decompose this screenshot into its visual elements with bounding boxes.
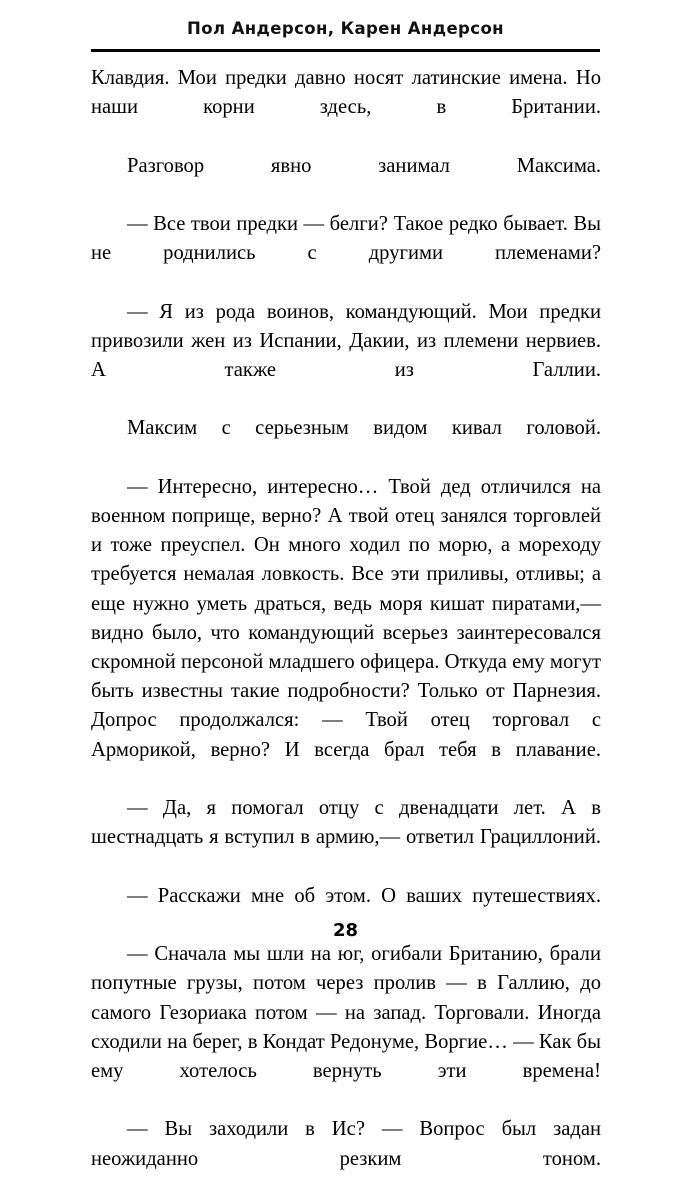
paragraph: — Интересно, интересно… Твой дед отличился на военном поприще, верно? А твой отец занялся торговлей и тоже преуспел. Он много ходил по морю, а мореходу требуется немалая ловкость. Все эти приливы, отливы; а еще нужно уметь драться, ведь моря кишат пиратами,— видно было, что командующий всерьез заинтересовался скромной персоной младшего офицера. Откуда ему могут быть известны такие подробности? Только от Парнезия. Допрос продолжался: — Твой отец торговал с Арморикой, верно? И всегда брал тебя в плавание. (91, 475, 601, 761)
running-head: Пол Андерсон, Карен Андерсон (187, 19, 504, 38)
paragraph: — Сначала мы шли на юг, огибали Британию, брали попутные грузы, потом через пролив — в Галлию, до самого Гезориака потом — на запад. Торговали. Иногда сходили на берег, в Кондат Редонуме, Воргие… — Как бы ему хотелось вернуть эти времена! (91, 943, 601, 1082)
page-number: 28 (332, 920, 359, 941)
header-rule (91, 49, 600, 52)
paragraph: Разговор явно занимал Максима. (127, 154, 601, 177)
paragraph: Клавдия. Мои предки давно носят латинские имена. Но наши корни здесь, в Британии. (91, 67, 601, 119)
paragraph: Максим с серьезным видом кивал головой. (127, 417, 601, 440)
paragraph: — Я из рода воинов, командующий. Мои предки привозили жен из Испании, Дакии, из племени нервиев. А также из Галлии. (91, 300, 601, 382)
paragraph: — Вы заходили в Ис? — Вопрос был задан неожиданно резким тоном. (91, 1118, 601, 1170)
paragraph: — Да, я помогал отцу с двенадцати лет. А в шестнадцать я вступил в армию,— ответил Грациллоний. (91, 797, 601, 849)
paragraph: — Все твои предки — белги? Такое редко бывает. Вы не роднились с другими племенами? (91, 213, 601, 265)
body-text-column (91, 64, 601, 1203)
paragraph: — Расскажи мне об этом. О ваших путешествиях. (127, 884, 601, 907)
